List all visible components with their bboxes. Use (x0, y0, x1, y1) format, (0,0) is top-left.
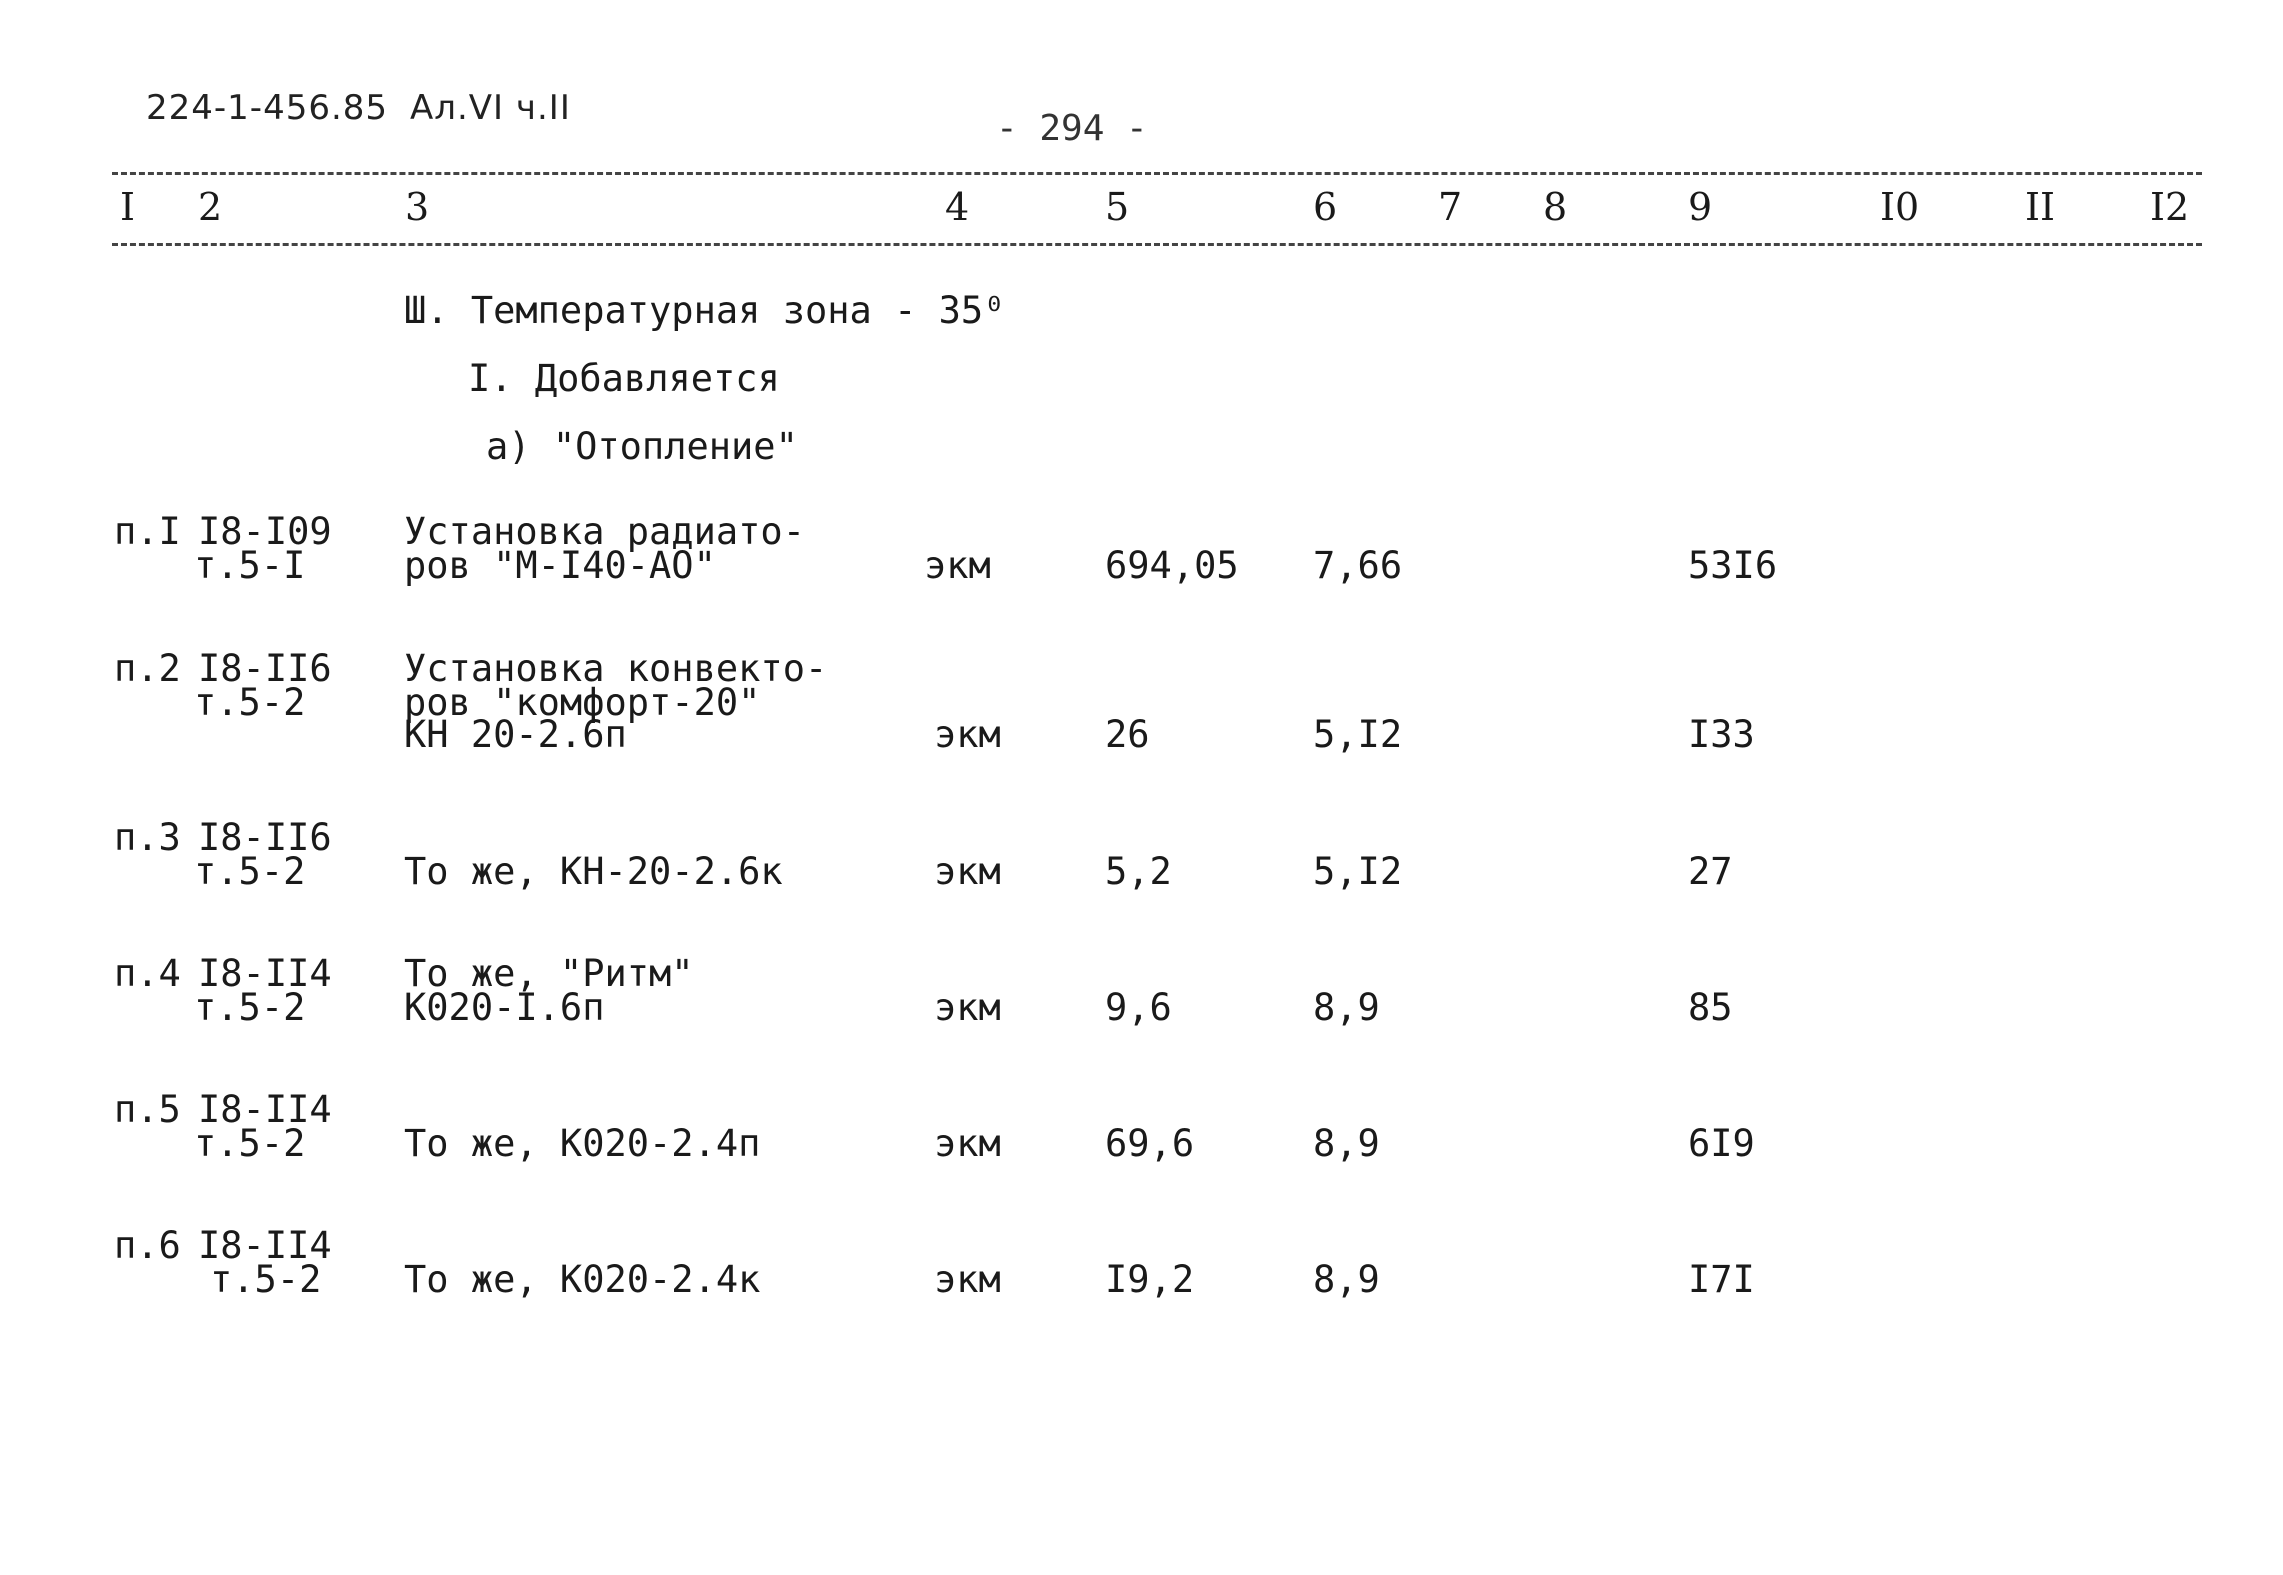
unit-price: 8,9 (1313, 986, 1380, 1029)
total: 6I9 (1688, 1122, 1755, 1165)
norm-reference: I8-II4 (198, 1088, 332, 1131)
table-reference: т.5-2 (194, 850, 306, 893)
description-line: К020-I.6п (404, 986, 605, 1029)
position-number: п.3 (114, 816, 181, 859)
header-bottom-rule (112, 243, 2202, 246)
zone-heading: Ш. Температурная зона - 35⁰ (404, 289, 1006, 332)
description-line: ров "комфорт-20" (404, 681, 761, 724)
description-line: То же, "Ритм" (404, 952, 694, 995)
column-number: 3 (405, 185, 430, 229)
description-line: КН 20-2.6п (404, 713, 627, 756)
description-line: Установка радиато- (404, 510, 805, 553)
sub-heading: I. Добавляется (468, 357, 780, 400)
unit: экм (934, 1258, 1001, 1301)
norm-reference: I8-II4 (198, 1224, 332, 1267)
unit: экм (924, 544, 991, 587)
column-number: 5 (1105, 185, 1130, 229)
unit-price: 5,I2 (1313, 850, 1403, 893)
quantity: 694,05 (1105, 544, 1239, 587)
total: I33 (1688, 713, 1755, 756)
document-section: Ал.VI ч.II (410, 88, 571, 128)
column-number: I (120, 185, 136, 229)
unit-price: 8,9 (1313, 1258, 1380, 1301)
column-number: 6 (1313, 185, 1338, 229)
column-number: 7 (1438, 185, 1463, 229)
quantity: 9,6 (1105, 986, 1172, 1029)
unit: экм (934, 986, 1001, 1029)
table-reference: т.5-2 (194, 681, 306, 724)
position-number: п.I (114, 510, 181, 553)
header-top-rule (112, 172, 2202, 175)
position-number: п.4 (114, 952, 181, 995)
table-reference: т.5-2 (210, 1258, 322, 1301)
quantity: I9,2 (1105, 1258, 1195, 1301)
column-number: 9 (1688, 185, 1713, 229)
description-line: То же, К020-2.4к (404, 1258, 761, 1301)
column-number: 4 (945, 185, 970, 229)
column-number: II (2025, 185, 2056, 229)
quantity: 5,2 (1105, 850, 1172, 893)
total: I7I (1688, 1258, 1755, 1301)
description-line: То же, К020-2.4п (404, 1122, 761, 1165)
total: 85 (1688, 986, 1733, 1029)
column-number: I2 (2150, 185, 2190, 229)
norm-reference: I8-II6 (198, 816, 332, 859)
position-number: п.6 (114, 1224, 181, 1267)
unit: экм (934, 850, 1001, 893)
page-number: - 294 - (996, 108, 1148, 149)
description-line: ров "М-I40-АО" (404, 544, 716, 587)
norm-reference: I8-II6 (198, 647, 332, 690)
table-reference: т.5-2 (194, 1122, 306, 1165)
unit: экм (934, 713, 1001, 756)
description-line: Установка конвекто- (404, 647, 828, 690)
position-number: п.5 (114, 1088, 181, 1131)
description-line: То же, КН-20-2.6к (404, 850, 783, 893)
unit-price: 7,66 (1313, 544, 1403, 587)
unit: экм (934, 1122, 1001, 1165)
document-code: 224-1-456.85 (146, 88, 389, 128)
total: 27 (1688, 850, 1733, 893)
norm-reference: I8-I09 (198, 510, 332, 553)
column-number: 2 (198, 185, 223, 229)
table-reference: т.5-2 (194, 986, 306, 1029)
column-number: 8 (1543, 185, 1568, 229)
unit-price: 8,9 (1313, 1122, 1380, 1165)
quantity: 26 (1105, 713, 1150, 756)
unit-price: 5,I2 (1313, 713, 1403, 756)
position-number: п.2 (114, 647, 181, 690)
table-reference: т.5-I (194, 544, 306, 587)
norm-reference: I8-II4 (198, 952, 332, 995)
column-number: I0 (1880, 185, 1920, 229)
section-heading: а) "Отопление" (486, 425, 798, 468)
quantity: 69,6 (1105, 1122, 1195, 1165)
total: 53I6 (1688, 544, 1778, 587)
